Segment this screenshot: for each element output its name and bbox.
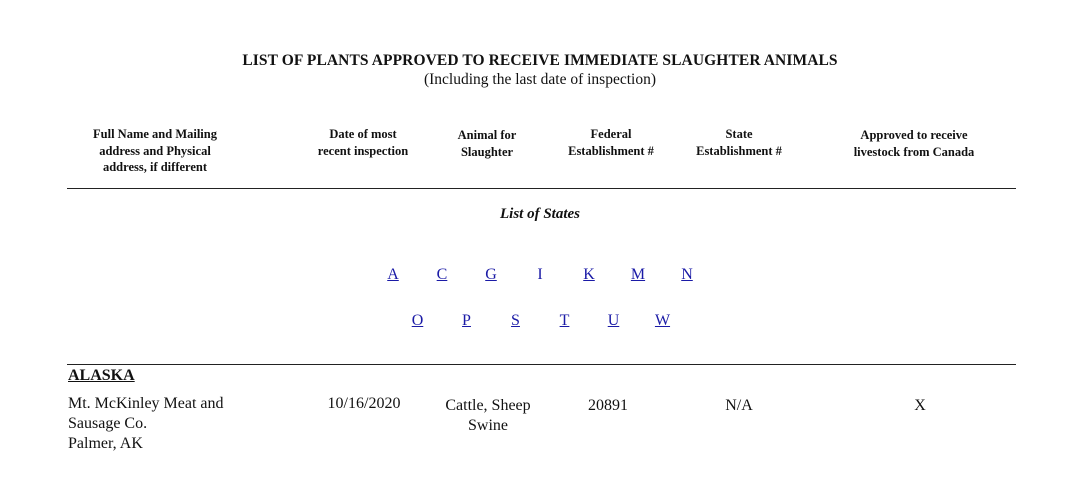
slaughter-animal-line: Swine bbox=[468, 417, 508, 434]
plant-location-line: Palmer, AK bbox=[68, 435, 143, 452]
plant-name-line: Sausage Co. bbox=[68, 415, 148, 432]
plant-name-line: Mt. McKinley Meat and bbox=[68, 395, 224, 412]
state-letter-link[interactable]: T bbox=[559, 312, 570, 329]
column-header-date bbox=[298, 126, 428, 159]
column-header-name-line: address and Physical bbox=[99, 143, 211, 158]
plant-name-address bbox=[68, 394, 298, 454]
state-letter-link[interactable]: M bbox=[630, 266, 646, 283]
state-letter-link[interactable]: N bbox=[681, 266, 693, 283]
state-letter-link[interactable]: P bbox=[462, 312, 471, 329]
column-header-federal bbox=[551, 126, 671, 159]
column-header-state bbox=[679, 126, 799, 159]
page-subtitle: (Including the last date of inspection) bbox=[423, 71, 656, 88]
column-header-state-line: Establishment # bbox=[696, 143, 782, 158]
state-letter-link[interactable]: G bbox=[485, 266, 497, 283]
slaughter-animal-line: Cattle, Sheep bbox=[445, 397, 531, 414]
column-header-animal bbox=[437, 127, 537, 160]
column-header-animal-line: Animal for bbox=[457, 128, 517, 142]
column-header-canada-line: livestock from Canada bbox=[853, 144, 975, 159]
column-header-date-line: Date of most bbox=[329, 127, 397, 141]
state-letters-row-1 bbox=[0, 266, 1080, 284]
column-header-name bbox=[70, 126, 240, 176]
state-letter-link[interactable]: A bbox=[387, 266, 399, 283]
column-header-state-line: State bbox=[725, 127, 753, 141]
state-letter-link[interactable]: C bbox=[436, 266, 448, 283]
state-letter-link[interactable]: I bbox=[537, 266, 543, 283]
state-letter-link[interactable]: W bbox=[654, 312, 671, 329]
state-letter-link[interactable]: K bbox=[583, 266, 595, 283]
state-letter-link[interactable]: S bbox=[511, 312, 520, 329]
state-establishment-number: N/A bbox=[725, 397, 753, 414]
column-header-federal-line: Establishment # bbox=[568, 143, 654, 158]
column-header-canada-line: Approved to receive bbox=[860, 128, 968, 142]
column-header-federal-line: Federal bbox=[590, 127, 632, 141]
state-section-heading: ALASKA bbox=[68, 367, 135, 384]
header-divider bbox=[67, 188, 1016, 189]
inspection-date: 10/16/2020 bbox=[327, 395, 401, 412]
states-list-title: List of States bbox=[499, 206, 580, 222]
column-header-name-line: address, if different bbox=[102, 160, 208, 174]
state-letters-row-2 bbox=[0, 312, 1080, 330]
column-header-date-line: recent inspection bbox=[317, 143, 409, 158]
federal-establishment-number: 20891 bbox=[588, 397, 628, 414]
canada-approval-mark: X bbox=[914, 397, 926, 414]
state-letter-link[interactable]: U bbox=[607, 312, 620, 329]
section-divider bbox=[67, 364, 1016, 365]
state-letter-link[interactable]: O bbox=[411, 312, 424, 329]
page-title: LIST OF PLANTS APPROVED TO RECEIVE IMMEDIATE SLAUGHTER ANIMALS bbox=[242, 52, 838, 69]
slaughter-animals bbox=[418, 396, 558, 436]
column-header-name-line: Full Name and Mailing bbox=[93, 127, 217, 141]
column-header-animal-line: Slaughter bbox=[460, 144, 514, 159]
column-header-canada bbox=[834, 127, 994, 160]
